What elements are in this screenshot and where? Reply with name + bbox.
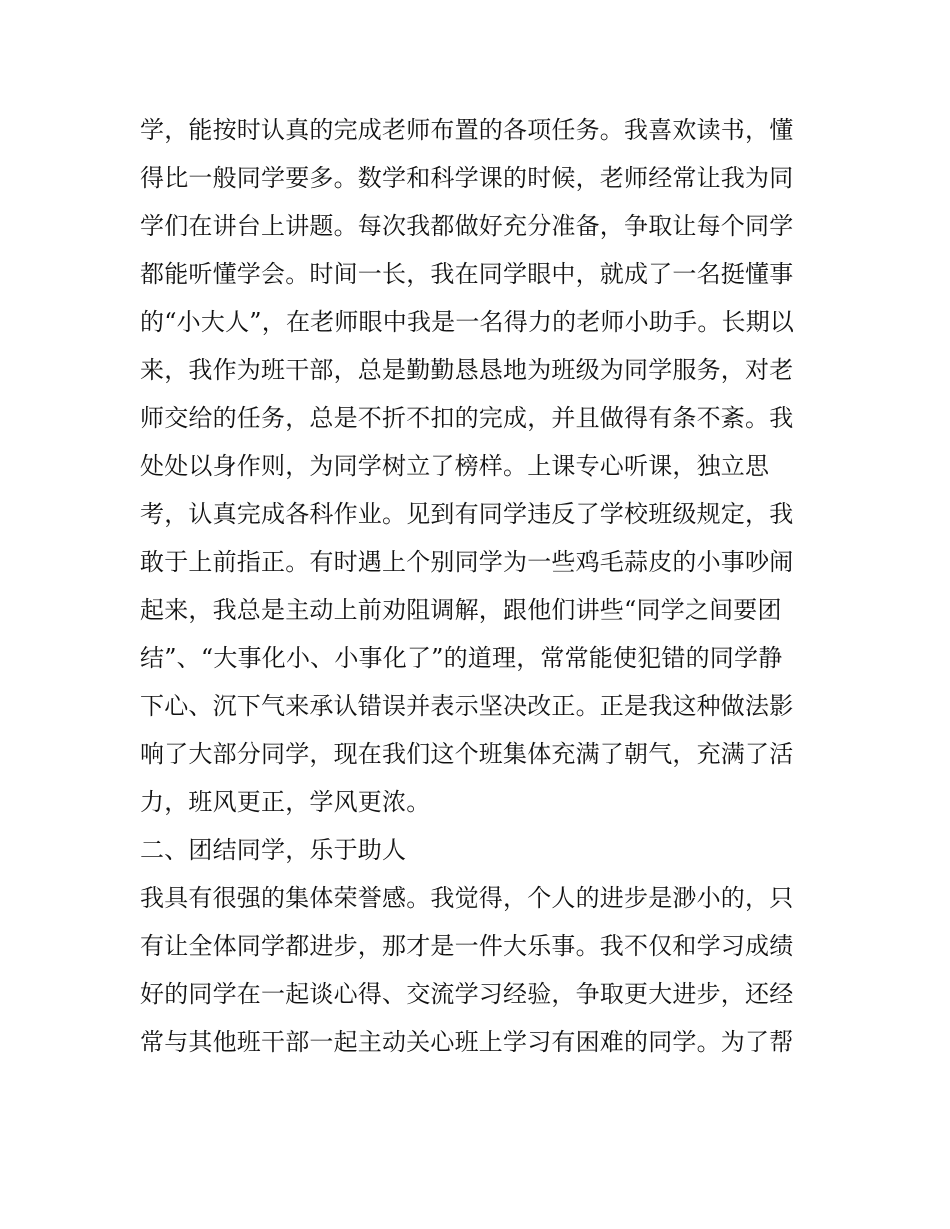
section-heading: 二、团结同学，乐于助人 <box>140 836 407 864</box>
text-line: 的“小大人”，在老师眼中我是一名得力的老师小助手。长期以 <box>140 308 795 336</box>
text-line: 学，能按时认真的完成老师布置的各项任务。我喜欢读书，懂 <box>140 116 794 144</box>
text-line: 好的同学在一起谈心得、交流学习经验，争取更大进步，还经 <box>140 980 794 1008</box>
text-line: 师交给的任务，总是不折不扣的完成，并且做得有条不紊。我 <box>140 404 794 432</box>
text-line: 都能听懂学会。时间一长，我在同学眼中，就成了一名挺懂事 <box>140 260 794 288</box>
text-line: 学们在讲台上讲题。每次我都做好充分准备，争取让每个同学 <box>140 212 794 240</box>
text-line: 得比一般同学要多。数学和科学课的时候，老师经常让我为同 <box>140 164 794 192</box>
text-line: 有让全体同学都进步，那才是一件大乐事。我不仅和学习成绩 <box>140 932 794 960</box>
document-body <box>140 106 820 1066</box>
text-line: 敢于上前指正。有时遇上个别同学为一些鸡毛蒜皮的小事吵闹 <box>140 548 794 576</box>
text-line: 结”、“大事化小、小事化了”的道理，常常能使犯错的同学静 <box>140 644 783 672</box>
text-line: 响了大部分同学，现在我们这个班集体充满了朝气，充满了活 <box>140 740 794 768</box>
text-line: 下心、沉下气来承认错误并表示坚决改正。正是我这种做法影 <box>140 692 794 720</box>
text-line: 力，班风更正，学风更浓。 <box>140 788 431 816</box>
text-line: 我具有很强的集体荣誉感。我觉得，个人的进步是渺小的，只 <box>140 884 794 912</box>
text-line: 处处以身作则，为同学树立了榜样。上课专心听课，独立思 <box>140 452 770 480</box>
text-line: 考，认真完成各科作业。见到有同学违反了学校班级规定，我 <box>140 500 794 528</box>
text-line: 常与其他班干部一起主动关心班上学习有困难的同学。为了帮 <box>140 1028 794 1056</box>
text-line: 来，我作为班干部，总是勤勤恳恳地为班级为同学服务，对老 <box>140 356 794 384</box>
text-line: 起来，我总是主动上前劝阻调解，跟他们讲些“同学之间要团 <box>140 596 782 624</box>
